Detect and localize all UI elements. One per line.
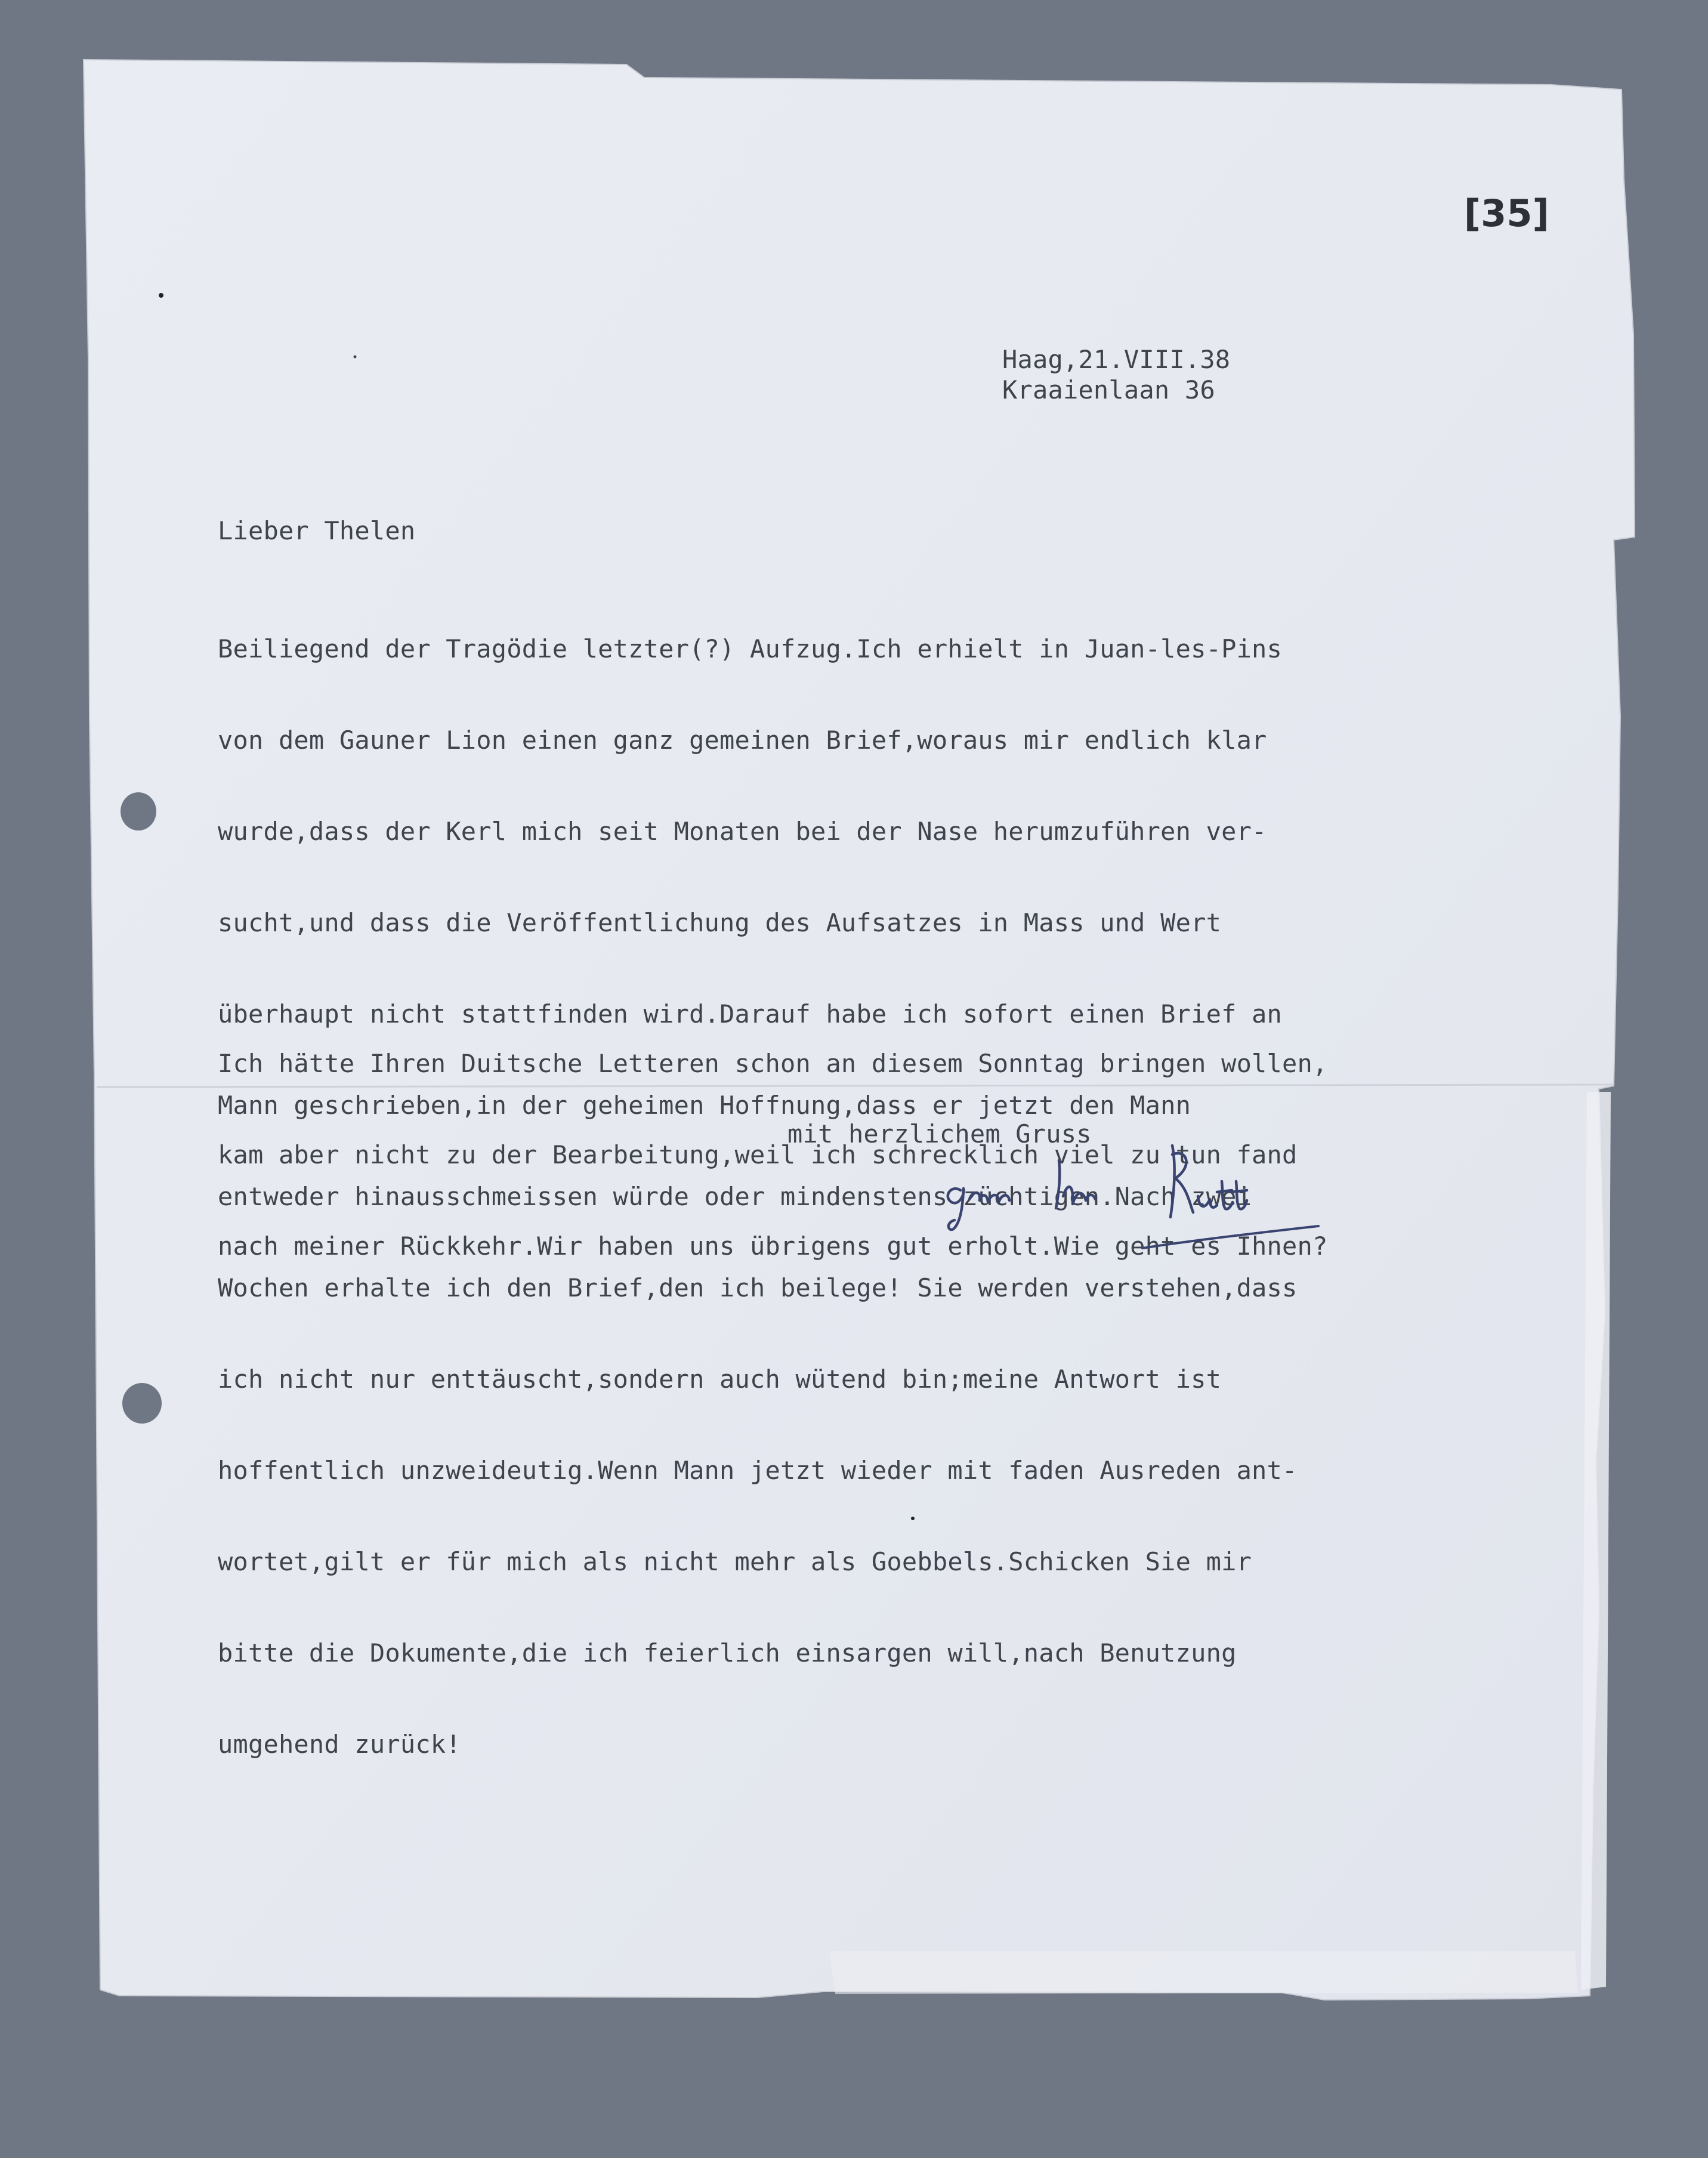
speck xyxy=(354,356,357,359)
handwritten-signature xyxy=(937,1134,1354,1289)
letter-date: Haag,21.VIII.38 xyxy=(1002,345,1231,374)
text-line: sucht,und dass die Veröffentlichung des Aufsatzes in Mass und Wert xyxy=(218,908,1222,937)
archive-number: [35] xyxy=(1463,192,1549,235)
text-line: nach meiner Rückkehr.Wir haben uns übrigens gut erholt.Wie geht es Ihnen? xyxy=(218,1231,1328,1261)
text-line: hoffentlich unzweideutig.Wenn Mann jetzt wieder mit faden Ausreden ant- xyxy=(218,1456,1298,1485)
text-line: von dem Gauner Lion einen ganz gemeinen Brief,woraus mir endlich klar xyxy=(218,725,1267,755)
closing: mit herzlichem Gruss xyxy=(787,1119,1092,1149)
text-line: umgehend zurück! xyxy=(218,1730,461,1759)
text-line: entweder hinausschmeissen würde oder mindenstens züchtigen.Nach zwei xyxy=(218,1182,1252,1211)
text-line: überhaupt nicht stattfinden wird.Darauf habe ich sofort einen Brief an xyxy=(218,999,1283,1029)
lower-overlap xyxy=(829,1951,1578,1994)
text-line: ich nicht nur enttäuscht,sondern auch wütend bin;meine Antwort ist xyxy=(218,1364,1222,1394)
text-line: Beiliegend der Tragödie letzter(?) Aufzug.Ich erhielt in Juan-les-Pins xyxy=(218,634,1283,663)
text-line: Wochen erhalte ich den Brief,den ich beilege! Sie werden verstehen,dass xyxy=(218,1273,1298,1302)
text-line: Mann geschrieben,in der geheimen Hoffnung,dass er jetzt den Mann xyxy=(218,1091,1191,1120)
text-line: Ich hätte Ihren Duitsche Letteren schon an diesem Sonntag bringen wollen, xyxy=(218,1049,1328,1078)
sender-address: Kraaienlaan 36 xyxy=(1002,375,1215,405)
text-line: wortet,gilt er für mich als nicht mehr als Goebbels.Schicken Sie mir xyxy=(218,1547,1252,1576)
speck xyxy=(159,293,163,298)
salutation: Lieber Thelen xyxy=(218,516,416,545)
text-line: kam aber nicht zu der Bearbeitung,weil ich schrecklich viel zu tun fand xyxy=(218,1140,1298,1169)
punch-hole-upper xyxy=(121,792,156,831)
punch-hole-lower xyxy=(122,1383,162,1424)
text-line: bitte die Dokumente,die ich feierlich einsargen will,nach Benutzung xyxy=(218,1638,1237,1668)
text-line: wurde,dass der Kerl mich seit Monaten bei der Nase herumzuführen ver- xyxy=(218,817,1267,846)
